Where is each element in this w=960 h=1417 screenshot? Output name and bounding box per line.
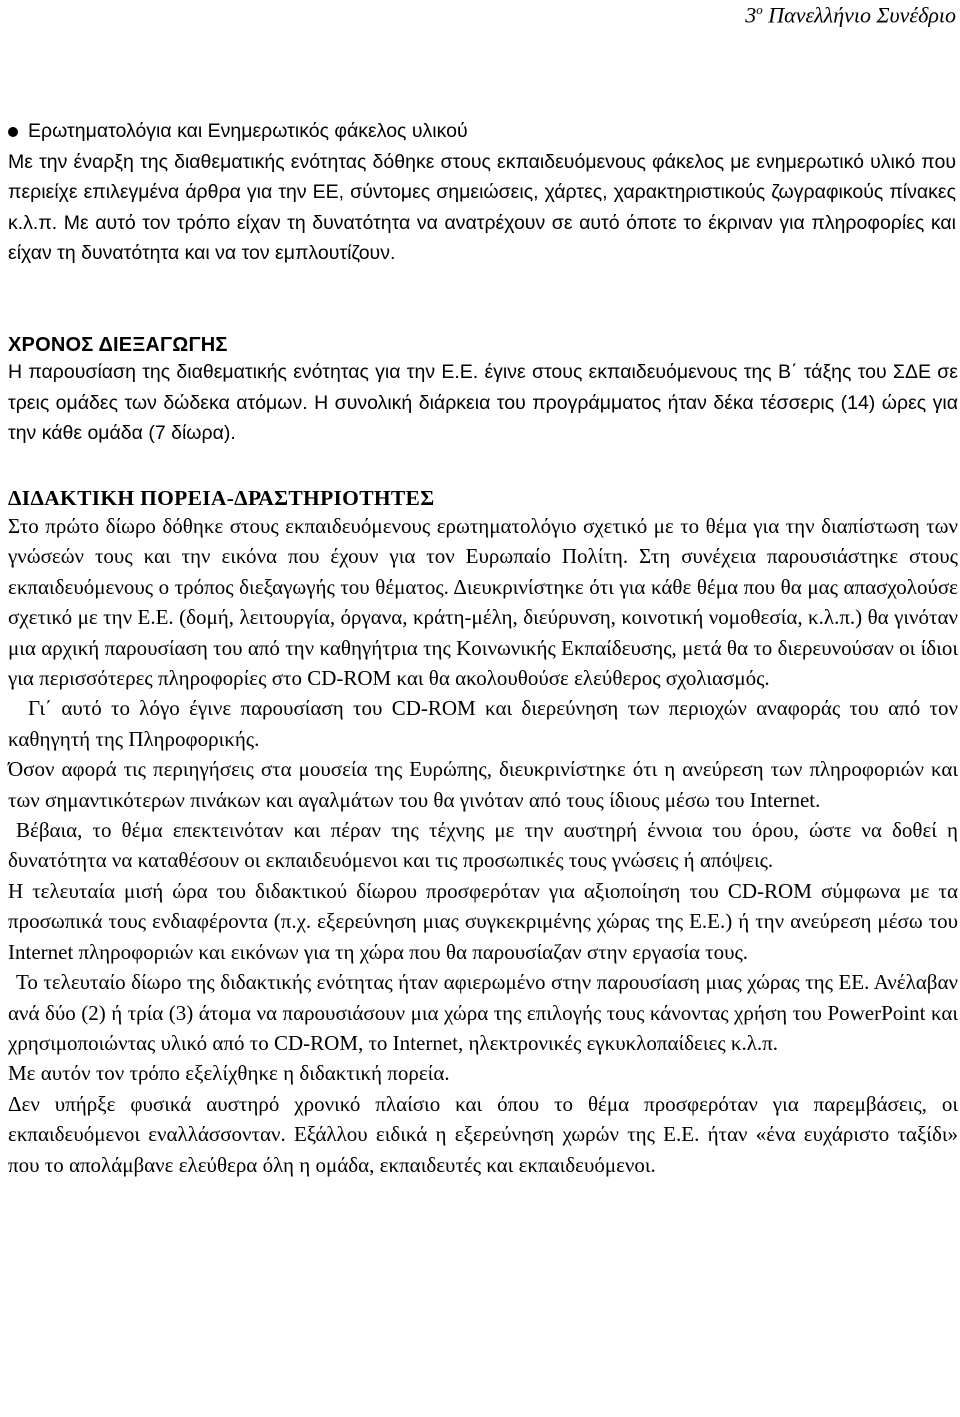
section-duration-title: ΧΡΟΝΟΣ ΔΙΕΞΑΓΩΓΗΣ <box>8 334 228 356</box>
page-header <box>745 2 956 28</box>
section-activities-title: ΔΙΔΑΚΤΙΚΗ ΠΟΡΕΙΑ-ΔΡΑΣΤΗΡΙΟΤΗΤΕΣ <box>8 486 435 510</box>
header-number: 3 <box>745 2 757 28</box>
activities-paragraph-5: Η τελευταία μισή ώρα του διδακτικού δίωρου προσφερόταν για αξιοποίηση του CD-ROM σύμφωνα με τα προσωπικά τους ενδιαφέροντα (π.χ. εξερεύνηση μιας συγκεκριμένης χώρας της Ε.Ε.) ή την ανεύρεση μέσω του Internet πληροφοριών και εικόνων για τη χώρα που θα παρουσίαζαν στην εργασία τους. <box>8 878 958 964</box>
activities-paragraph-7: Με αυτόν τον τρόπο εξελίχθηκε η διδακτική πορεία. <box>8 1061 450 1086</box>
section-duration <box>8 334 958 449</box>
header-title: Πανελλήνιο Συνέδριο <box>762 2 956 28</box>
bullet-heading-line <box>0 116 960 147</box>
activities-paragraph-6: Το τελευταίο δίωρο της διδακτικής ενότητας ήταν αφιερωμένο στην παρουσίαση μιας χώρας της ΕΕ. Ανέλαβαν ανά δύο (2) ή τρία (3) άτομα να παρουσιάσουν μια χώρα της επιλογής τους κάνοντας χρήση του PowerPoint και χρησιμοποιώντας υλικό από το CD-ROM, το Internet, ηλεκτρονικές εγκυκλοπαίδειες κ.λ.π. <box>8 970 958 1055</box>
bullet-dot-icon <box>8 127 18 137</box>
activities-paragraph-8: Δεν υπήρξε φυσικά αυστηρό χρονικό πλαίσιο και όπου το θέμα προσφερόταν για παρεμβάσεις, οι εκπαιδευόμενοι εναλλάσσονταν. Εξάλλου ειδικά η εξερεύνηση χωρών της Ε.Ε. ήταν «ένα ευχάριστο ταξίδι» που το απολάμβανε ελεύθερα όλη η ομάδα, εκπαιδευτές και εκπαιδευόμενοι. <box>8 1091 958 1177</box>
activities-paragraph-1: Στο πρώτο δίωρο δόθηκε στους εκπαιδευόμενους ερωτηματολόγιο σχετικό με το θέμα για την διαπίστωση των γνώσεών τους και την εικόνα που έχουν για τον Ευρωπαίο Πολίτη. Στη συνέχεια παρουσιάστηκε στους εκπαιδευόμενους ο τρόπος διεξαγωγής του θέματος. Διευκρινίστηκε ότι για κάθε θέμα που θα μας απασχολούσε σχετικό με την Ε.Ε. (δομή, λειτουργία, όργανα, κράτη-μέλη, διεύρυνση, κοινοτική νομοθεσία, κ.λ.π.) θα γινόταν μια αρχική παρουσίαση του από την καθηγήτρια της Κοινωνικής Εκπαίδευσης, μετά θα το διερευνούσαν οι ίδιοι για περισσότερες πληροφορίες στο CD-ROM και θα ακολουθούσε ελεύθερος σχολιασμός. <box>8 514 958 691</box>
bullet-item <box>0 116 960 269</box>
header-superscript: ο <box>756 2 763 17</box>
activities-paragraph-4: Βέβαια, το θέμα επεκτεινόταν και πέραν της τέχνης με την αυστηρή έννοια του όρου, ώστε να δοθεί η δυνατότητα να καταθέσουν οι εκπαιδευόμενοι και τις προσωπικές τους γνώσεις ή απόψεις. <box>8 818 958 873</box>
activities-paragraph-2: Γι΄ αυτό το λόγο έγινε παρουσίαση του CD-ROM και διερεύνηση των περιοχών αναφοράς του από τον καθηγητή της Πληροφορικής. <box>8 696 958 751</box>
section-duration-body: Η παρουσίαση της διαθεματικής ενότητας για την Ε.Ε. έγινε στους εκπαιδευόμενους της Β΄ τάξης του ΣΔΕ σε τρεις ομάδες των δώδεκα ατόμων. Η συνολική διάρκεια του προγράμματος ήταν δέκα τέσσερις (14) ώρες για την κάθε ομάδα (7 δίωρα). <box>8 361 958 444</box>
bullet-title: Ερωτηματολόγια και Ενημερωτικός φάκελος υλικού <box>28 120 468 142</box>
activities-paragraph-3: Όσον αφορά τις περιηγήσεις στα μουσεία της Ευρώπης, διευκρινίστηκε ότι η ανεύρεση των πληροφοριών και των σημαντικότερων πινάκων και αγαλμάτων του θα γινόταν από τους ίδιους μέσω του Internet. <box>8 757 958 812</box>
section-activities <box>8 486 958 1180</box>
bullet-body: Με την έναρξη της διαθεματικής ενότητας δόθηκε στους εκπαιδευόμενους φάκελος με ενημερωτικό υλικό που περιείχε επιλεγμένα άρθρα για την ΕΕ, σύντομες σημειώσεις, χάρτες, χαρακτηριστικούς ζωγραφικούς πίνακες κ.λ.π. Με αυτό τον τρόπο είχαν τη δυνατότητα να ανατρέχουν σε αυτό όποτε το έκριναν για πληροφορίες και είχαν τη δυνατότητα και να τον εμπλουτίζουν. <box>8 150 956 264</box>
